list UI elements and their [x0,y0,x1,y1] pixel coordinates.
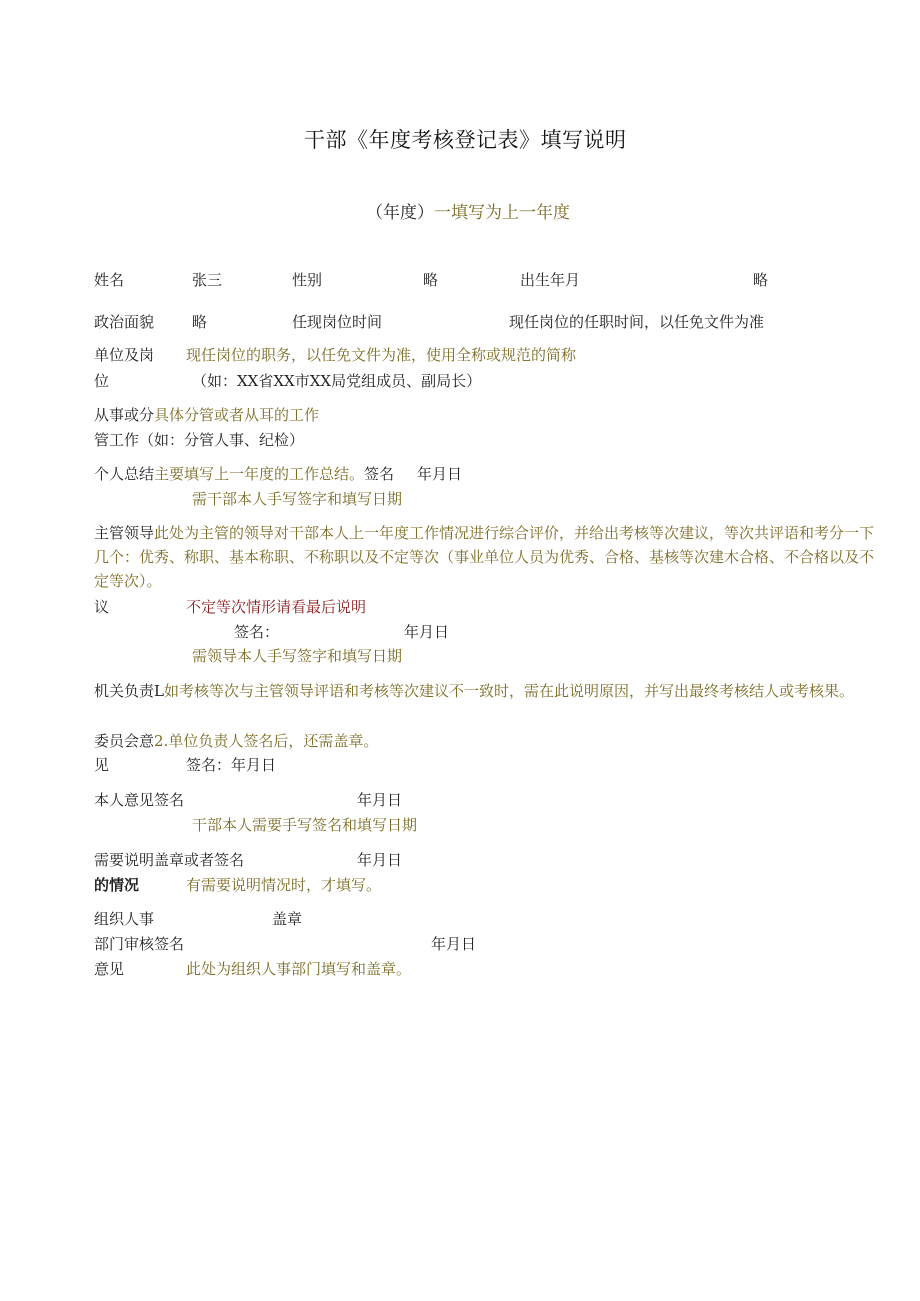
work-label-line1: 从事或分 [94,406,155,424]
committee-paragraph [94,679,869,703]
summary-date: 年月日 [417,465,463,483]
committee-label-a: 机关负责L [94,682,164,700]
politics-label: 政治面貌 [94,313,155,331]
work-row1 [94,405,319,425]
summary-sign: 签名 [364,465,395,483]
org-seal: 盖章 [272,910,303,928]
org-note: 此处为组织人事部门填写和盖章。 [186,960,412,978]
explain-date: 年月日 [357,851,403,869]
unit-label-line1: 单位及岗 [94,346,155,364]
unit-text-line1: 现任岗位的职务，以任免文件为准，使用全称或规范的简称 [186,346,577,364]
summary-row [94,464,394,484]
summary-note: 需干部本人手写签字和填写日期 [192,490,403,508]
summary-label: 个人总结 [94,465,155,483]
org-label-b: 部门审核签名 [94,935,185,953]
committee-label-c: 见 [94,756,110,774]
politics-value: 略 [192,313,208,331]
gender-value: 略 [423,271,439,289]
committee-row-b [94,731,378,751]
birth-label: 出生年月 [520,271,581,289]
name-label: 姓名 [94,271,125,289]
work-text-line1: 具体分管或者从耳的工作 [154,406,320,424]
org-label-a: 组织人事 [94,910,155,928]
leader-date: 年月日 [404,623,450,641]
unit-label-line2: 位 [94,372,110,390]
org-date: 年月日 [431,935,477,953]
leader-label-a: 主管领导 [94,524,155,542]
gender-label: 性别 [292,271,323,289]
leader-red-note: 不定等次情形请看最后说明 [186,598,367,616]
explain-label-a: 需要说明盖章或者签名 [94,851,245,869]
leader-paragraph [94,521,876,593]
committee-text-b: 2.单位负责人签名后，还需盖章。 [154,732,379,750]
tenure-value: 现任岗位的任职时间，以任免文件为准 [509,313,765,331]
work-line2: 管工作（如：分管人事、纪检） [94,431,305,449]
name-value: 张三 [192,271,223,289]
committee-text: 如考核等次与主管领导评语和考核等次建议不一致时，需在此说明原因，并写出最终考核结人或考核果。 [163,682,854,700]
subtitle [366,201,570,225]
page-title: 干部《年度考核登记表》填写说明 [304,128,627,152]
explain-label-b: 的情况 [94,876,140,894]
org-label-c: 意见 [94,960,125,978]
unit-text-line2: （如：XX省XX市XX局党组成员、副局长） [192,372,482,390]
self-opinion-date: 年月日 [357,791,403,809]
tenure-label: 任现岗位时间 [292,313,383,331]
self-opinion-label: 本人意见签名 [94,791,185,809]
leader-text: 此处为主管的领导对干部本人上一年度工作情况进行综合评价，并给出考核等次建议，等次共评语和考分一下几个：优秀、称职、基本称职、不称职以及不定等次（事业单位人员为优秀、合格、基核等次建木合格、不合格以及不定等次）。 [94,524,875,590]
leader-note: 需领导本人手写签字和填写日期 [192,647,403,665]
explain-note: 有需要说明情况时，才填写。 [186,876,382,894]
self-opinion-note: 干部本人需要手写签名和填写日期 [192,816,418,834]
committee-sign-date: 签名：年月日 [186,756,277,774]
committee-label-b: 委员会意 [94,732,155,750]
birth-value: 略 [753,271,769,289]
summary-text: 主要填写上一年度的工作总结。 [154,465,365,483]
subtitle-text: 一填写为上一年度 [434,203,570,223]
subtitle-prefix: （年度） [366,203,434,223]
leader-label-b: 议 [94,598,110,616]
leader-sign: 签名： [234,623,280,641]
